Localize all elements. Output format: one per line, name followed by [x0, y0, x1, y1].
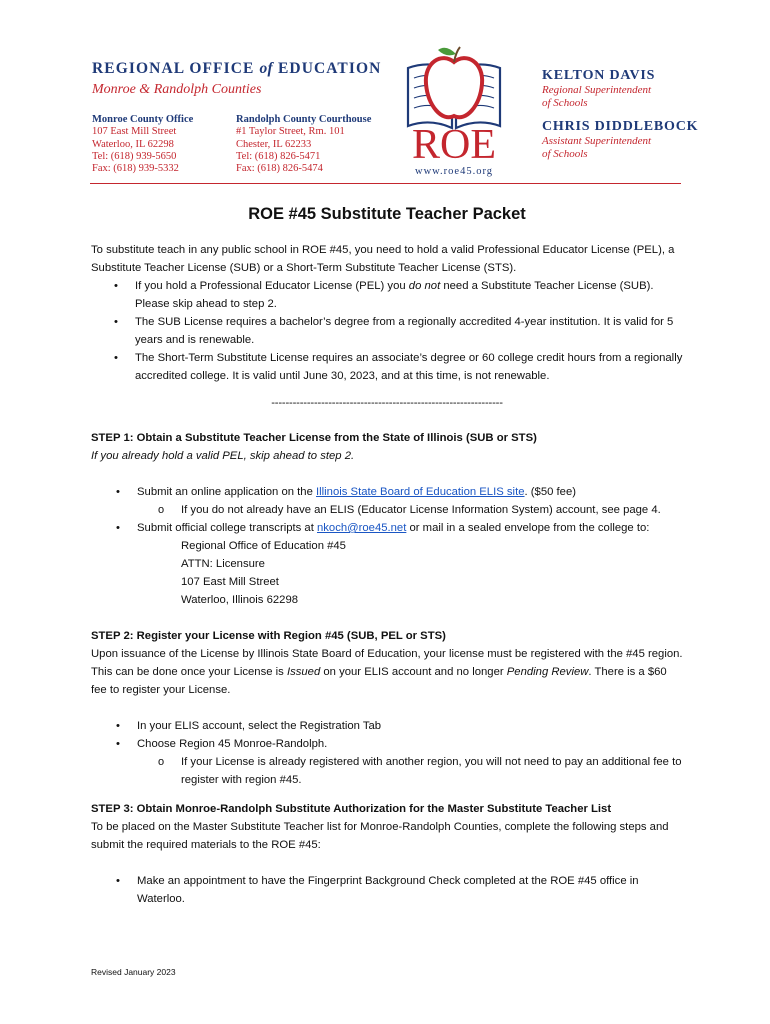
list-item: [91, 519, 683, 537]
step1-list: [91, 483, 683, 537]
org-title: [92, 60, 392, 78]
office-tel: Tel: (618) 826-5471: [236, 150, 321, 162]
intro-paragraph: To substitute teach in any public school in ROE #45, you need to hold a valid Professional Educator License (PEL), a Substitute Teacher License (SUB) or a Short-Term Substitute Teacher License (STS).: [91, 244, 675, 274]
superintendent-role: Regional Superintendent: [542, 84, 652, 96]
leaf-icon: [438, 48, 456, 56]
emphasis: Pending Review: [506, 666, 589, 678]
emphasis: Issued: [286, 666, 321, 678]
step2-paragraph: [91, 645, 683, 699]
license-list: [91, 277, 683, 385]
list-item: [91, 483, 683, 501]
sub-list-item: o If you do not already have an ELIS (Educator License Information System) account, see page 4.: [91, 501, 683, 519]
sub-list-item: o If your License is already registered with another region, you will not need to pay an additional fee to register with region #45.: [91, 753, 683, 789]
address-line: Regional Office of Education #45: [181, 540, 346, 552]
superintendent-role-2: of Schools: [542, 97, 588, 109]
randolph-office-address: [236, 114, 371, 175]
logo-url: www.roe45.org: [414, 166, 494, 177]
apple-icon: [426, 58, 482, 117]
roe-logo: [404, 44, 504, 180]
text: . ($50 fee): [524, 486, 576, 498]
list-item: • Make an appointment to have the Fingerprint Background Check completed at the ROE #45 office in Waterloo.: [91, 872, 683, 908]
step1-note-text: If you already hold a valid PEL, skip ahead to step 2.: [91, 450, 355, 462]
office-city: Waterloo, IL 62298: [92, 138, 174, 150]
elis-site-link[interactable]: Illinois State Board of Education ELIS site: [316, 486, 525, 498]
text: need a Substitute Teacher License (SUB). Please skip ahead to step 2.: [135, 280, 654, 310]
address-line: ATTN: Licensure: [181, 558, 265, 570]
text: on your ELIS account and no longer: [320, 666, 507, 678]
assistant-superintendent-role-2: of Schools: [542, 148, 588, 160]
letterhead-left: [92, 60, 392, 175]
list-item: • The Short-Term Substitute License requires an associate’s degree or 60 college credit hours from a regionally accredited college. It is valid until June 30, 2023, and at this time, is not renewable.: [91, 349, 683, 385]
letterhead-right: [542, 68, 742, 161]
text: . There is a $60 fee to register your License.: [91, 666, 667, 696]
text: Submit official college transcripts at: [137, 522, 317, 534]
list-item: [91, 277, 683, 313]
office-street: #1 Taylor Street, Rm. 101: [236, 126, 345, 138]
email-link[interactable]: nkoch@roe45.net: [317, 522, 407, 534]
office-fax: Fax: (618) 826-5474: [236, 163, 323, 175]
address-line: Waterloo, Illinois 62298: [181, 594, 299, 606]
list-item: • Choose Region 45 Monroe-Randolph.: [91, 735, 683, 753]
section-divider: -----------------------------------------------------------------: [271, 397, 503, 409]
revision-footer: Revised January 2023: [91, 967, 176, 977]
logo-text: ROE: [412, 122, 496, 168]
step3-heading: STEP 3: Obtain Monroe-Randolph Substitute Authorization for the Master Substitute Teacher List: [91, 803, 612, 815]
assistant-superintendent-name: CHRIS DIDDLEBOCK: [542, 119, 699, 134]
org-title-part: EDUCATION: [272, 60, 382, 77]
office-name: Randolph County Courthouse: [236, 114, 372, 125]
monroe-office-address: [92, 114, 193, 175]
office-street: 107 East Mill Street: [92, 126, 177, 138]
step1-note: [91, 447, 683, 465]
step1-heading: STEP 1: Obtain a Substitute Teacher License from the State of Illinois (SUB or STS): [91, 432, 537, 444]
org-subtitle: Monroe & Randolph Counties: [92, 82, 262, 97]
text: If you hold a Professional Educator License (PEL) you: [135, 280, 409, 292]
document-body: [91, 200, 683, 908]
header-rule: [90, 183, 681, 184]
emphasis: do not: [408, 280, 441, 292]
assistant-superintendent-role: Assistant Superintendent: [542, 135, 652, 147]
office-fax: Fax: (618) 939-5332: [92, 163, 179, 175]
step3-list: [91, 872, 683, 908]
step2-list: [91, 717, 683, 789]
mailing-address: [91, 537, 683, 609]
org-title-of: of: [259, 60, 273, 77]
list-item: • In your ELIS account, select the Registration Tab: [91, 717, 683, 735]
text: Upon issuance of the License by Illinois State Board of Education, your license must be registered with the #45 region. This can be done once your License is: [91, 648, 683, 678]
office-city: Chester, IL 62233: [236, 138, 312, 150]
text: or mail in a sealed envelope from the college to:: [406, 522, 650, 534]
step2-heading: STEP 2: Register your License with Region #45 (SUB, PEL or STS): [91, 630, 446, 642]
step3-paragraph: To be placed on the Master Substitute Teacher list for Monroe-Randolph Counties, complete the following steps and submit the required materials to the ROE #45:: [91, 821, 669, 851]
office-tel: Tel: (618) 939-5650: [92, 150, 177, 162]
list-item: • The SUB License requires a bachelor’s degree from a regionally accredited 4-year institution. It is valid for 5 years and is renewable.: [91, 313, 683, 349]
superintendent-name: KELTON DAVIS: [542, 68, 656, 83]
org-title-part: REGIONAL OFFICE: [92, 60, 260, 77]
address-line: 107 East Mill Street: [181, 576, 279, 588]
text: Submit an online application on the: [137, 486, 316, 498]
office-name: Monroe County Office: [92, 114, 194, 125]
page-title: ROE #45 Substitute Teacher Packet: [248, 205, 526, 223]
